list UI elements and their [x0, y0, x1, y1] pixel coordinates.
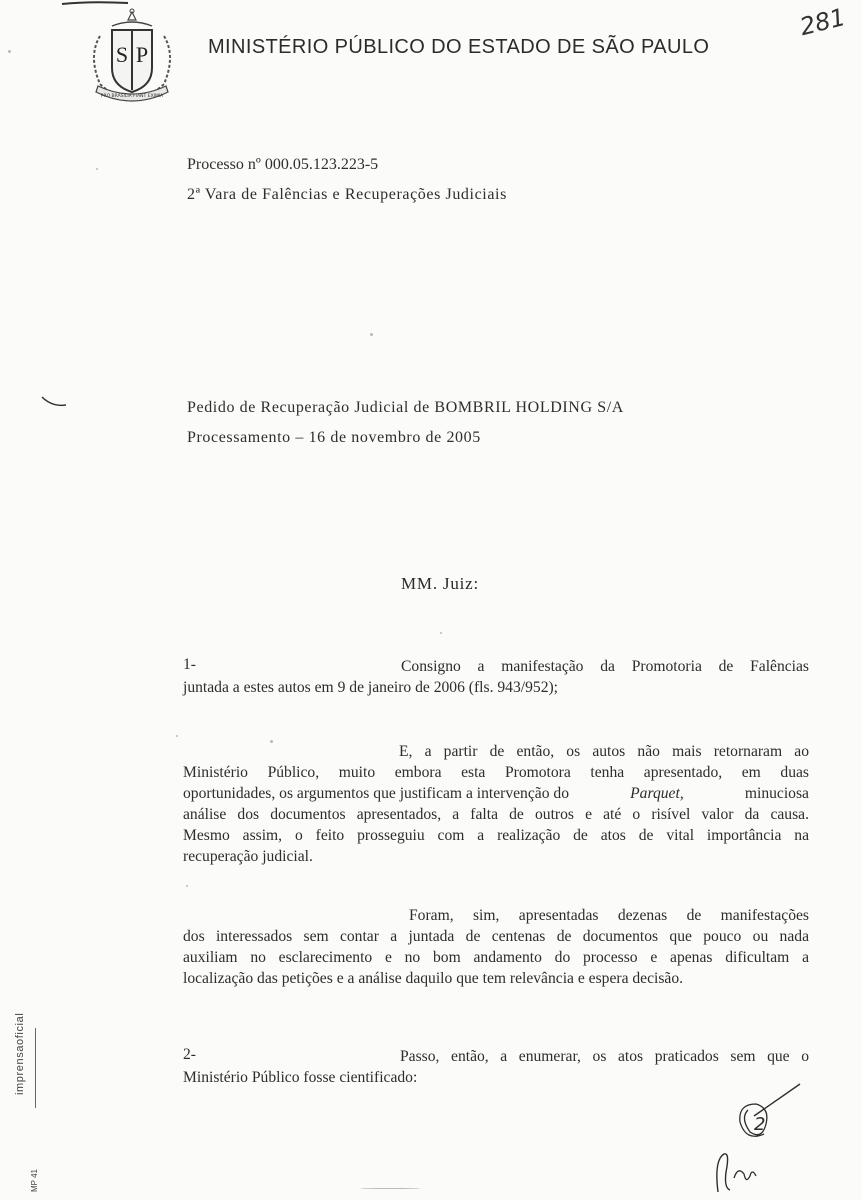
process-number: Processo nº 000.05.123.223-5	[187, 156, 379, 173]
scan-speck	[270, 740, 273, 743]
paragraph-2-line-3-end: minuciosa	[744, 785, 809, 802]
paragraph-2-line-3-start: oportunidades, os argumentos que justificam a intervenção do	[183, 785, 569, 802]
salutation: MM. Juiz:	[401, 574, 480, 593]
scan-speck	[176, 735, 178, 737]
paragraph-2-line-2: Ministério Público, muito embora esta Promotora tenha apresentado, em duas	[183, 764, 809, 781]
paragraph-2-line-3	[183, 783, 809, 805]
sao-paulo-coat-of-arms	[82, 6, 182, 106]
scan-speck	[360, 1188, 420, 1189]
paragraph-3-line-4: localização das petições e a análise daquilo que tem relevância e espera decisão.	[183, 970, 684, 987]
section-1-line-2: juntada a estes autos em 9 de janeiro de 2006 (fls. 943/952);	[183, 679, 559, 696]
court-name: 2ª Vara de Falências e Recuperações Judiciais	[187, 186, 507, 203]
handwritten-initials	[690, 1080, 840, 1195]
scan-speck	[96, 168, 98, 170]
paragraph-3-line-3: auxiliam no esclarecimento e no bom andamento do processo e apenas dificultam a	[183, 949, 809, 966]
paragraph-2-line-6: recuperação judicial.	[183, 848, 313, 865]
processing-date: Processamento – 16 de novembro de 2005	[187, 429, 481, 446]
scan-speck	[370, 333, 373, 336]
page-title: MINISTÉRIO PÚBLICO DO ESTADO DE SÃO PAULO	[208, 36, 710, 58]
section-number-2: 2-	[183, 1046, 196, 1063]
margin-rule	[35, 1028, 36, 1108]
scan-speck	[8, 50, 11, 53]
paragraph-3-line-2: dos interessados sem contar a juntada de centenas de documentos que pouco ou nada	[183, 928, 809, 945]
section-2-line-1: Passo, então, a enumerar, os atos praticados sem que o	[400, 1048, 809, 1065]
scan-speck	[440, 632, 442, 634]
emblem-letter-p: P	[135, 42, 149, 67]
scan-speck	[186, 885, 188, 887]
printer-imprint: imprensaoficial	[14, 1012, 26, 1095]
section-2-line-2: Ministério Público fosse cientificado:	[183, 1069, 418, 1086]
parquet-term: Parquet,	[630, 785, 684, 802]
paragraph-2-line-1: E, a partir de então, os autos não mais retornaram ao	[399, 743, 809, 760]
paragraph-2-line-5: Mesmo assim, o feito prosseguiu com a realização de atos de vital importância na	[183, 827, 809, 844]
emblem-letter-s: S	[115, 42, 129, 67]
circled-sheet-number: 2	[754, 1114, 766, 1135]
section-number-1: 1-	[183, 656, 196, 673]
request-title: Pedido de Recuperação Judicial de BOMBRIL HOLDING S/A	[187, 399, 624, 416]
emblem-ribbon-text: PRO BRASILIA FIANT EXIMIA	[100, 94, 164, 99]
page-number: 281	[797, 2, 849, 42]
margin-mark	[40, 395, 68, 409]
section-1-line-1: Consigno a manifestação da Promotoria de Falências	[401, 658, 809, 675]
form-code: MP 41	[30, 1169, 39, 1192]
paragraph-3-line-1: Foram, sim, apresentadas dezenas de manifestações	[409, 907, 809, 924]
paragraph-2-line-4: análise dos documentos apresentados, a falta de outros e até o risível valor da causa.	[183, 806, 809, 823]
